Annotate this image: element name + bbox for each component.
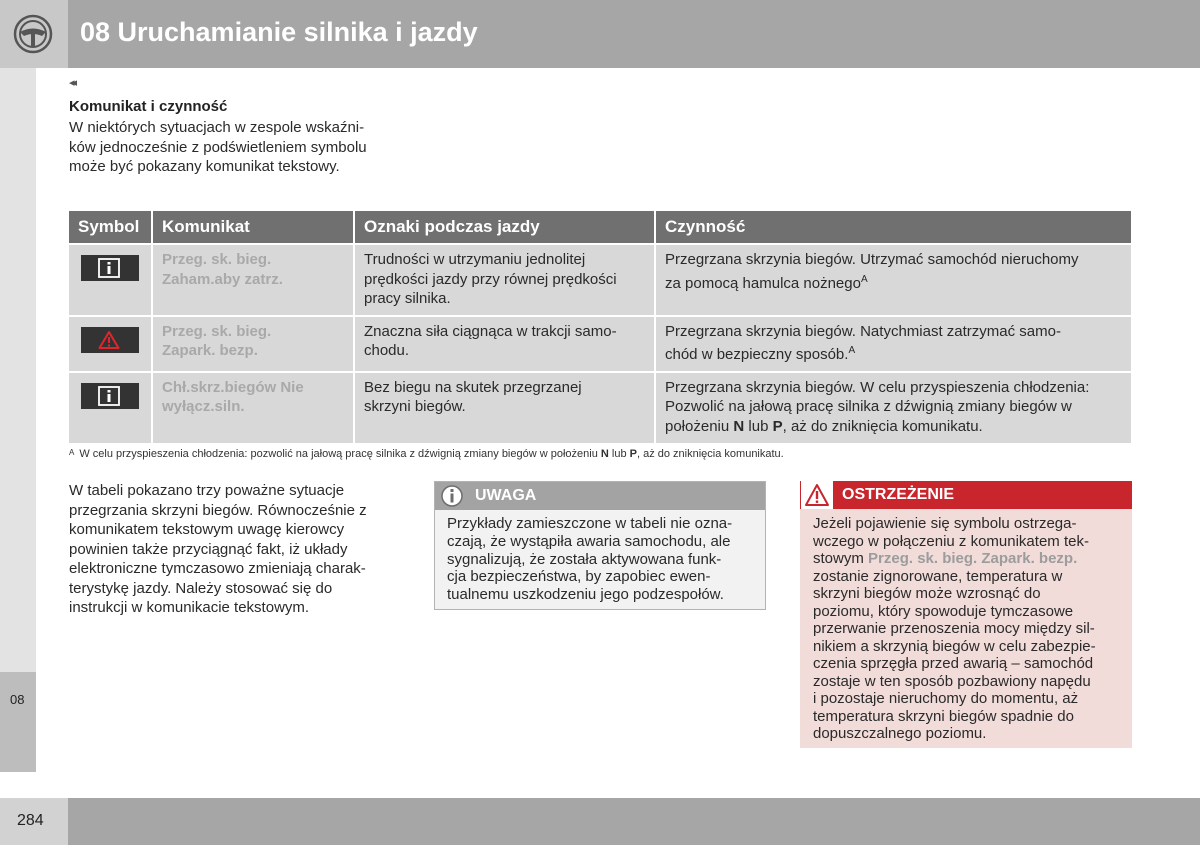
intro-paragraph [69, 118, 409, 177]
table-row [69, 244, 1131, 316]
footnote-text: W celu przyspieszenia chłodzenia: pozwolić na jałową pracę silnika z dźwignią zmiany biegów w położeniu [79, 448, 601, 460]
symbol-cell [69, 372, 152, 444]
warning-line: zostanie zignorowane, temperatura w [813, 567, 1063, 585]
table-header-row [69, 211, 1131, 244]
table-footnote [69, 448, 784, 460]
body-paragraph [69, 481, 404, 618]
action-cell [655, 372, 1131, 444]
warning-header [800, 481, 1132, 509]
warning-line: nikiem a skrzynią biegów w celu zabezpie- [813, 637, 1096, 655]
action-text: za pomocą hamulca nożnego [665, 274, 861, 292]
info-symbol-icon [81, 255, 139, 281]
gear-position-p: P [629, 448, 637, 460]
warning-message-highlight: Przeg. sk. bieg. Zapark. bezp. [868, 550, 1078, 567]
signs-cell [354, 244, 655, 316]
body-line: instrukcji w komunikacie tekstowym. [69, 599, 310, 616]
column-header-signs: Oznaki podczas jazdy [354, 211, 655, 244]
action-text: lub [744, 417, 773, 435]
symbol-cell [69, 244, 152, 316]
note-line: sygnalizują, że została aktywowana funk- [447, 550, 722, 568]
warning-triangle-icon [81, 327, 139, 353]
note-line: cja bezpieczeństwa, by zapobiec ewen- [447, 568, 711, 586]
message-line: Przeg. sk. bieg. [162, 322, 272, 340]
warning-box [800, 481, 1132, 748]
signs-line: Znaczna siła ciągnąca w trakcji samo- [364, 322, 617, 340]
column-header-message: Komunikat [152, 211, 354, 244]
message-cell [152, 372, 354, 444]
chapter-side-tab [0, 672, 36, 772]
warning-line: zostaje w ten sposób pozbawiony napędu [813, 672, 1091, 690]
message-cell [152, 244, 354, 316]
note-title: UWAGA [475, 487, 537, 504]
note-line: Przykłady zamieszczone w tabeli nie ozna- [447, 515, 733, 532]
note-body [447, 515, 759, 604]
action-line: Pozwolić na jałową pracę silnika z dźwignią zmiany biegów w [665, 398, 1072, 415]
intro-line: W niektórych sytuacjach w zespole wskaźni- [69, 119, 365, 136]
action-cell [655, 316, 1131, 372]
chapter-side-tab-label: 08 [10, 692, 25, 707]
warning-line: czenia sprzęgła przed awarią – samochód [813, 655, 1094, 672]
warning-line: temperatura skrzyni biegów spadnie do [813, 707, 1074, 725]
signs-line: Trudności w utrzymaniu jednolitej [364, 251, 586, 268]
note-header [435, 482, 765, 510]
warning-line [813, 550, 1125, 568]
warning-line: dopuszczalnego poziomu. [813, 725, 987, 742]
action-line [665, 341, 1122, 365]
warning-title: OSTRZEŻENIE [842, 486, 955, 503]
gear-position-n: N [600, 448, 609, 460]
action-text: położeniu [665, 417, 734, 435]
action-line [665, 270, 1122, 294]
signs-line: Bez biegu na skutek przegrzanej [364, 378, 582, 396]
footnote-text: , aż do zniknięcia komunikatu. [636, 448, 784, 460]
warning-line: Jeżeli pojawienie się symbolu ostrzega- [813, 515, 1077, 532]
warning-body [813, 515, 1125, 743]
warning-text: stowym [813, 550, 869, 567]
message-line: Zaham.aby zatrz. [162, 270, 283, 288]
page-footer [0, 798, 1200, 845]
symbol-cell [69, 316, 152, 372]
chapter-icon-box [0, 0, 68, 68]
body-line: terystykę jazdy. Należy stosować się do [69, 579, 333, 597]
table-row [69, 372, 1131, 444]
intro-line: ków jednocześnie z podświetleniem symbolu [69, 138, 367, 156]
warning-line: wczego w połączeniu z komunikatem tek- [813, 532, 1089, 550]
footnote-ref: A [848, 345, 856, 356]
footnote-text: lub [608, 448, 630, 460]
warning-triangle-icon [801, 481, 833, 509]
message-cell [152, 316, 354, 372]
gear-position-n: N [733, 417, 745, 435]
body-line: komunikatem tekstowym uwagę kierowcy [69, 521, 345, 538]
note-line: czają, że wystąpiła awaria samochodu, ale [447, 532, 731, 550]
action-line: Przegrzana skrzynia biegów. Utrzymać samochód nieruchomy [665, 251, 1079, 268]
gear-position-p: P [772, 417, 783, 435]
signs-line: skrzyni biegów. [364, 398, 466, 415]
body-line: elektroniczne tymczasowo zmieniają charak- [69, 560, 366, 577]
page-header [0, 0, 1200, 68]
signs-cell [354, 372, 655, 444]
table-row [69, 316, 1131, 372]
page-number-box [0, 798, 68, 845]
message-line: Przeg. sk. bieg. [162, 251, 272, 268]
chapter-title: 08 Uruchamianie silnika i jazdy [80, 17, 478, 47]
info-circle-icon [440, 485, 466, 507]
warning-line: przerwanie przenoszenia mocy między sil- [813, 620, 1095, 637]
body-line: przegrzania skrzyni biegów. Równocześnie z [69, 501, 367, 519]
message-line: Zapark. bezp. [162, 342, 258, 359]
steering-wheel-icon [13, 14, 53, 54]
action-cell [655, 244, 1131, 316]
note-line: tualnemu uszkodzeniu jego podzespołów. [447, 586, 724, 604]
info-symbol-icon [81, 383, 139, 409]
column-header-action: Czynność [655, 211, 1131, 244]
body-line: powinien także przyciągnąć fakt, iż układy [69, 540, 348, 558]
note-box [434, 481, 766, 610]
continued-marker: ◂◂ [69, 77, 75, 89]
column-header-symbol: Symbol [69, 211, 152, 244]
message-table [69, 211, 1131, 445]
signs-line: chodu. [364, 342, 410, 359]
warning-line: poziomu, który spowoduje tymczasowe [813, 602, 1074, 620]
action-line: Przegrzana skrzynia biegów. Natychmiast zatrzymać samo- [665, 322, 1061, 340]
signs-cell [354, 316, 655, 372]
section-heading: Komunikat i czynność [69, 98, 228, 115]
message-line: wyłącz.siln. [162, 398, 245, 415]
intro-line: może być pokazany komunikat tekstowy. [69, 158, 340, 175]
left-margin-strip [0, 68, 36, 768]
action-text: , aż do zniknięcia komunikatu. [782, 417, 983, 435]
action-text: chód w bezpieczny sposób. [665, 346, 849, 363]
action-line: Przegrzana skrzynia biegów. W celu przyspieszenia chłodzenia: [665, 378, 1090, 396]
footnote-mark: A [69, 448, 75, 457]
footnote-ref: A [860, 273, 868, 285]
body-line: W tabeli pokazano trzy poważne sytuacje [69, 482, 345, 499]
action-line [665, 417, 1122, 437]
warning-line: skrzyni biegów może wzrosnąć do [813, 585, 1041, 602]
signs-line: pracy silnika. [364, 290, 451, 307]
signs-line: prędkości jazdy przy równej prędkości [364, 270, 617, 288]
message-line: Chł.skrz.biegów Nie [162, 378, 304, 396]
page-number: 284 [17, 812, 44, 829]
warning-line: i pozostaje nieruchomy do momentu, aż [813, 690, 1079, 707]
